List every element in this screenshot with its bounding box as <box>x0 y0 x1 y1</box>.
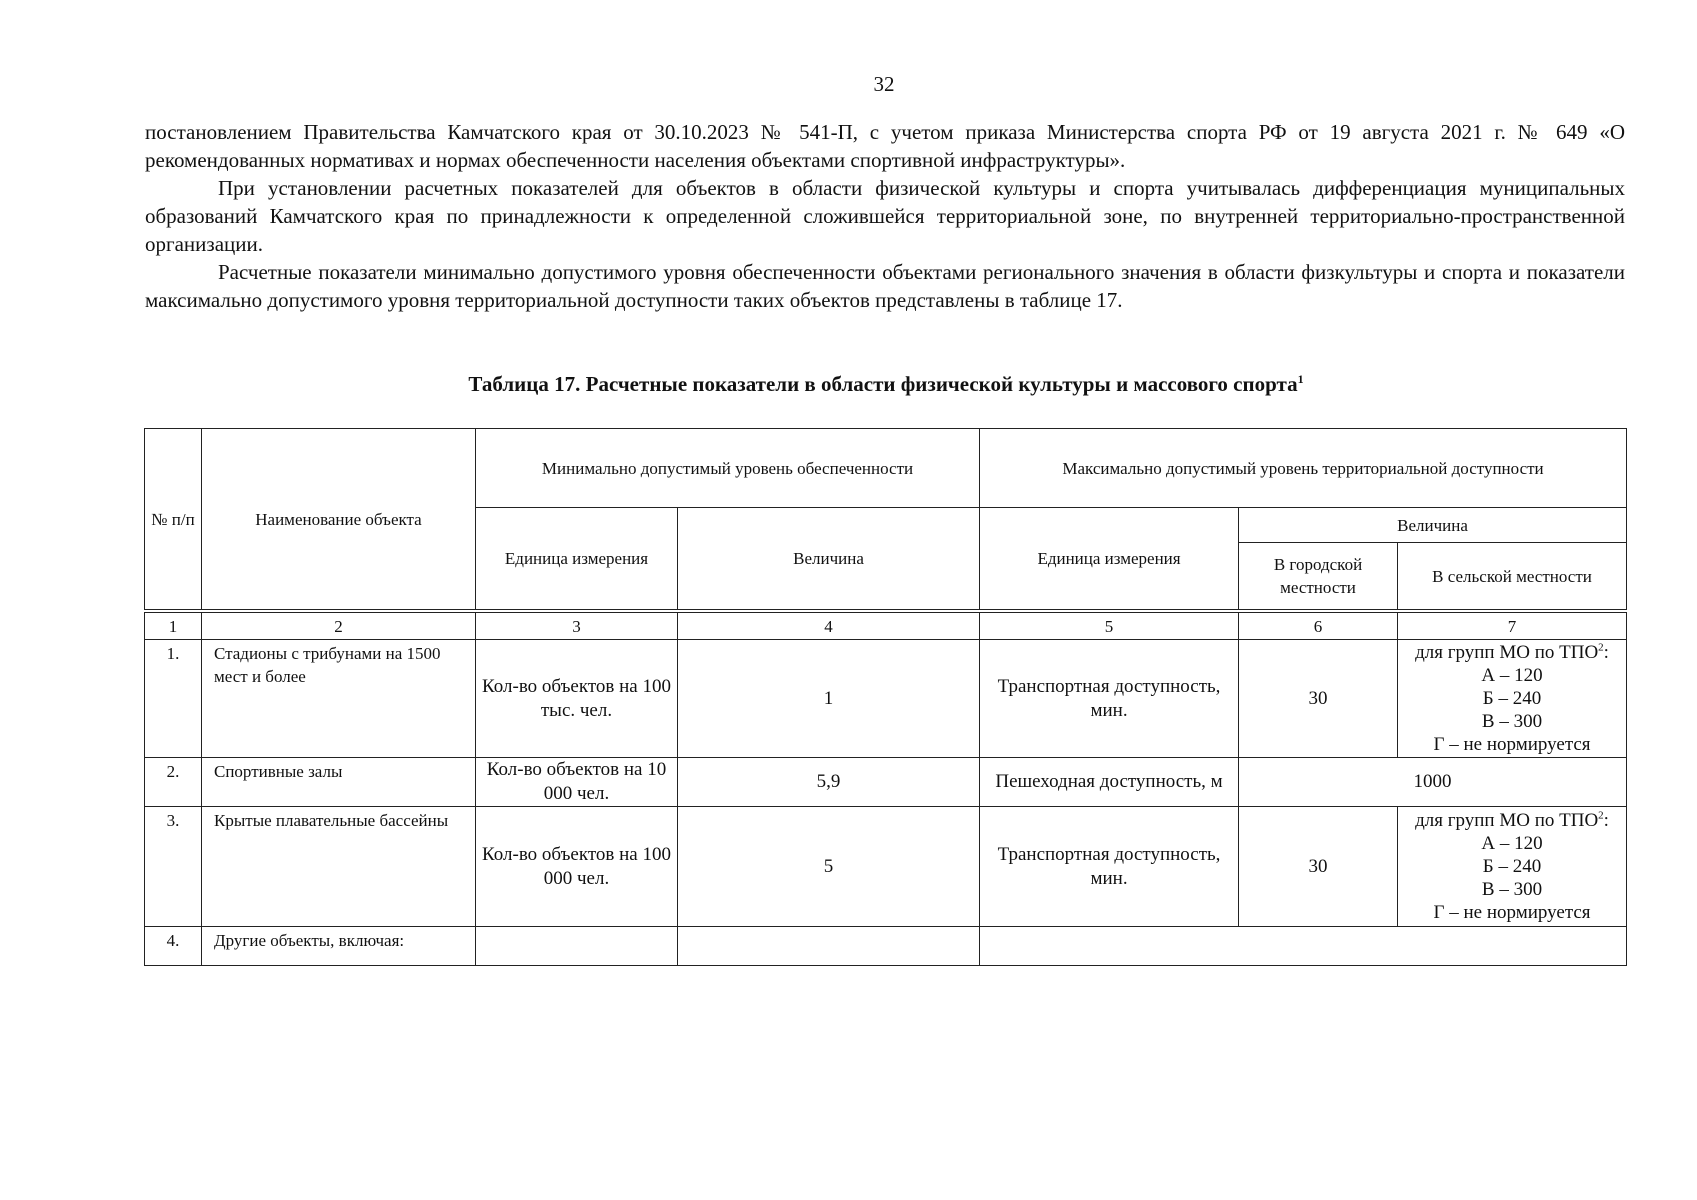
table-title <box>145 372 1627 397</box>
table-row <box>145 927 1627 966</box>
row-empty-cell <box>476 927 678 966</box>
row-unit-max: Транспортная доступность, мин. <box>980 807 1239 927</box>
rural-line: Г – не нормируется <box>1433 734 1591 755</box>
header-min-level: Минимально допустимый уровень обеспеченности <box>476 429 980 508</box>
column-number: 7 <box>1398 611 1627 640</box>
row-unit-max: Пешеходная доступность, м <box>980 758 1239 807</box>
column-number: 6 <box>1239 611 1398 640</box>
row-unit-max: Транспортная доступность, мин. <box>980 640 1239 758</box>
header-unit-max: Единица измерения <box>980 508 1239 612</box>
table-row <box>145 640 1627 758</box>
paragraph-3: Расчетные показатели минимально допустимого уровня обеспеченности объектами регионального значения в области физкультуры и спорта и показатели максимально допустимого уровня территориальной доступности таких объектов представлены в таблице 17. <box>145 260 1625 312</box>
row-unit-min: Кол-во объектов на 100 000 чел. <box>476 807 678 927</box>
table-title-footnote: 1 <box>1297 372 1304 386</box>
row-unit-min: Кол-во объектов на 100 тыс. чел. <box>476 640 678 758</box>
rural-head: для групп МО по ТПО$^2$: <box>1415 809 1609 831</box>
page-number: 32 <box>873 72 895 96</box>
rural-line: В – 300 <box>1481 879 1543 900</box>
rural-line: Б – 240 <box>1482 688 1542 709</box>
rural-head: для групп МО по ТПО$^2$: <box>1415 641 1609 663</box>
indicators-table <box>144 428 1627 966</box>
rural-line: А – 120 <box>1481 665 1543 686</box>
header-unit-min: Единица измерения <box>476 508 678 612</box>
row-urban: 30 <box>1239 807 1398 927</box>
header-max-level: Максимально допустимый уровень территориальной доступности <box>980 429 1627 508</box>
rural-line: Г – не нормируется <box>1433 902 1591 923</box>
rural-footnote: 2 <box>1598 641 1604 654</box>
row-rural <box>1398 807 1627 927</box>
table-row <box>145 758 1627 807</box>
row-empty-cell <box>980 927 1627 966</box>
row-name: Другие объекты, включая: <box>202 927 476 966</box>
table-row <box>145 807 1627 927</box>
column-number: 5 <box>980 611 1239 640</box>
row-name: Крытые плавательные бассейны <box>202 807 476 927</box>
header-name: Наименование объекта <box>202 429 476 612</box>
row-num: 3. <box>145 807 202 927</box>
row-name: Стадионы с трибунами на 1500 мест и более <box>202 640 476 758</box>
table-title-text: Таблица 17. Расчетные показатели в области физической культуры и массового спорта <box>468 372 1298 396</box>
row-value-max: 1000 <box>1239 758 1627 807</box>
column-number: 4 <box>678 611 980 640</box>
body-text <box>145 118 1625 314</box>
column-numbers-row <box>145 611 1627 640</box>
row-value-min: 5 <box>678 807 980 927</box>
row-num: 2. <box>145 758 202 807</box>
rural-line: А – 120 <box>1481 833 1543 854</box>
header-value-max: Величина <box>1239 508 1627 543</box>
row-urban: 30 <box>1239 640 1398 758</box>
header-num: № п/п <box>145 429 202 612</box>
header-value-min: Величина <box>678 508 980 612</box>
paragraph-1: постановлением Правительства Камчатского края от 30.10.2023 № 541-П, с учетом приказа Министерства спорта РФ от 19 августа 2021 г. № 649 «О рекомендованных нормативах и нормах обеспеченности населения объектами спортивной инфраструктуры». <box>145 120 1625 172</box>
header-urban: В городской местности <box>1239 543 1398 612</box>
row-value-min: 5,9 <box>678 758 980 807</box>
paragraph-2: При установлении расчетных показателей для объектов в области физической культуры и спорта учитывалась дифференциация муниципальных образований Камчатского края по принадлежности к определенной сложившейся территориальной зоне, по внутренней территориально-пространственной организации. <box>145 176 1625 256</box>
row-num: 4. <box>145 927 202 966</box>
row-rural <box>1398 640 1627 758</box>
rural-line: Б – 240 <box>1482 856 1542 877</box>
row-empty-cell <box>678 927 980 966</box>
rural-line: В – 300 <box>1481 711 1543 732</box>
row-value-min: 1 <box>678 640 980 758</box>
header-rural: В сельской местности <box>1398 543 1627 612</box>
rural-footnote: 2 <box>1598 809 1604 822</box>
row-unit-min: Кол-во объектов на 10 000 чел. <box>476 758 678 807</box>
row-name: Спортивные залы <box>202 758 476 807</box>
row-num: 1. <box>145 640 202 758</box>
column-number: 1 <box>145 611 202 640</box>
column-number: 2 <box>202 611 476 640</box>
column-number: 3 <box>476 611 678 640</box>
